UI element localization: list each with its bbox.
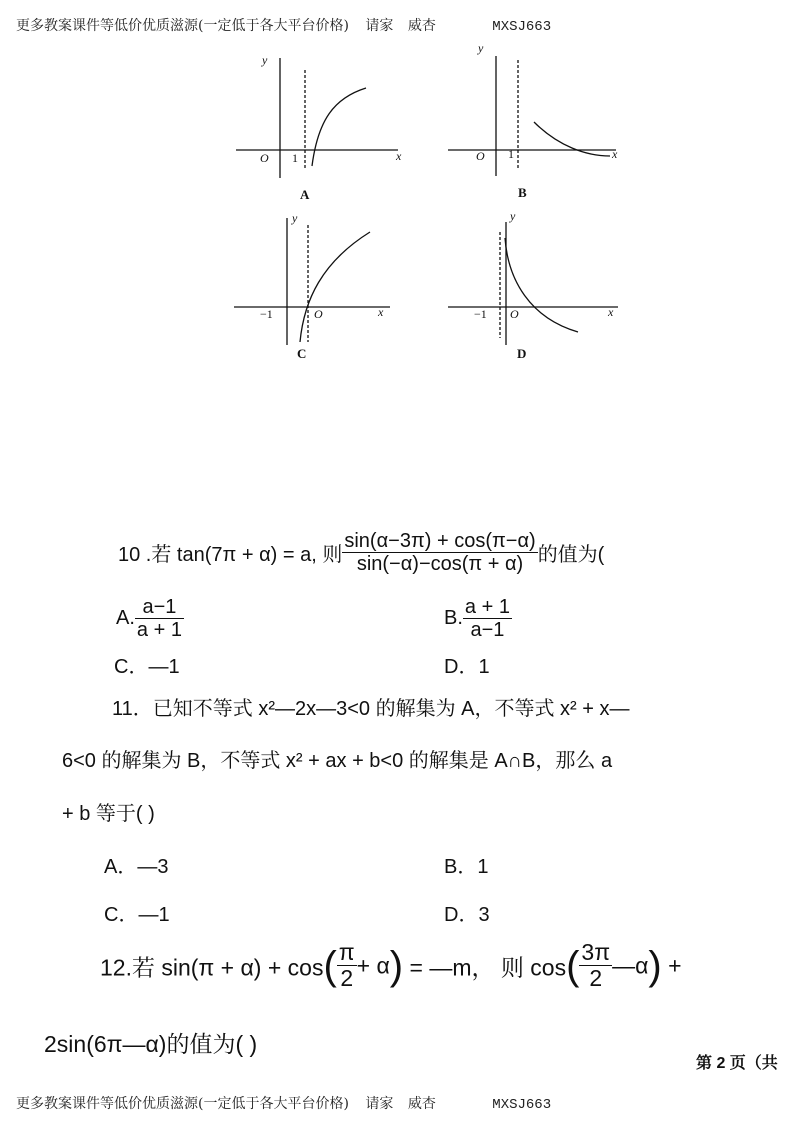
footer-name: 威杏: [407, 1096, 436, 1112]
q10-frac-num: sin(α−3π) + cos(π−α): [344, 530, 536, 552]
q12-line2: 2sin(6π—α)的值为( ): [44, 1031, 258, 1057]
header-name: 威杏: [407, 18, 436, 34]
q10-suffix: 的值为(: [537, 544, 605, 566]
graph-c-label: C: [297, 346, 307, 361]
question-12: [100, 940, 682, 992]
graph-a-y-label: y: [262, 53, 268, 67]
q11-line1: 11．已知不等式 x²—2x—3<0 的解集为 A，不等式 x² + x—: [112, 698, 630, 720]
graph-b-tick: 1: [508, 147, 514, 161]
q11-option-a: A．—3: [104, 856, 169, 878]
graph-b-label: B: [518, 185, 527, 200]
graph-c-x-label: x: [378, 305, 384, 319]
question-10: [118, 530, 604, 575]
q10-prefix: 10 .若 tan(7π + α) = a, 则: [118, 544, 343, 566]
graph-a-curve: [312, 88, 366, 166]
header-text: 更多教案课件等低价优质滋源(一定低于各大平台价格): [16, 18, 349, 34]
graph-b-origin: O: [476, 149, 485, 163]
q12-fraction-2: [579, 940, 612, 992]
q12-mid: + α: [356, 952, 390, 979]
q12-prefix: 12.若 sin(π + α) + cos: [100, 954, 324, 981]
q10-option-a-den: a + 1: [136, 619, 182, 641]
q10-option-a-label: A.: [116, 607, 135, 629]
q12-mid2: —α: [612, 952, 649, 979]
footer-banner: [16, 1093, 551, 1113]
q12-frac1-den: 2: [340, 965, 354, 992]
graph-d: [448, 222, 618, 345]
graph-d-origin: O: [510, 307, 519, 321]
graph-a-x-label: x: [396, 149, 402, 163]
graph-b-x-label: x: [612, 147, 618, 161]
graph-a-tick: 1: [292, 151, 298, 165]
footer-text: 更多教案课件等低价优质滋源(一定低于各大平台价格): [16, 1096, 349, 1112]
q12-paren-close-2: ): [648, 943, 662, 988]
header-contact: 请家: [365, 18, 394, 34]
q10-option-b: [444, 596, 512, 641]
q10-frac-den: sin(−α)−cos(π + α): [356, 553, 524, 575]
q12-tail: +: [668, 952, 682, 979]
footer-contact: 请家: [365, 1096, 394, 1112]
q12-fraction-1: [337, 940, 357, 992]
q12-frac2-den: 2: [589, 965, 603, 992]
q10-option-d: D．1: [444, 656, 490, 678]
graph-b: [448, 56, 616, 176]
graph-d-tick: −1: [474, 307, 487, 321]
q10-option-b-frac: [463, 596, 512, 641]
q10-option-b-label: B.: [444, 607, 463, 629]
q12-paren-open-1: (: [323, 943, 337, 988]
q10-option-b-num: a + 1: [464, 596, 510, 618]
q11-option-b: B．1: [444, 856, 489, 878]
q12-eq: = —m， 则 cos: [409, 954, 567, 981]
q10-fraction: [342, 530, 537, 575]
q12-paren-open-2: (: [566, 943, 580, 988]
graph-d-label: D: [517, 346, 527, 361]
graph-d-x-label: x: [608, 305, 614, 319]
graph-c-origin: O: [314, 307, 323, 321]
graph-c-y-label: y: [292, 211, 298, 225]
q11-line3: + b 等于( ): [62, 803, 155, 825]
q12-frac2-num: 3π: [581, 939, 611, 965]
graph-b-curve: [534, 122, 610, 156]
graph-c: [234, 218, 390, 345]
q12-paren-close-1: ): [389, 943, 404, 988]
q10-option-a-frac: [135, 596, 184, 641]
q10-option-a: [116, 596, 184, 641]
q10-option-a-num: a−1: [135, 596, 184, 619]
graph-a-label: A: [300, 187, 310, 202]
page-number: 第 2 页（共: [696, 1055, 778, 1072]
q11-line2: 6<0 的解集为 B，不等式 x² + ax + b<0 的解集是 A∩B，那么 a: [62, 750, 613, 772]
graph-a-origin: O: [260, 151, 269, 165]
graph-d-y-label: y: [510, 209, 516, 223]
q10-option-b-den: a−1: [470, 619, 505, 641]
header-code: MXSJ663: [492, 19, 552, 35]
q12-frac1-num: π: [338, 939, 355, 965]
graph-c-tick: −1: [260, 307, 273, 321]
q11-option-c: C．—1: [104, 904, 170, 926]
graph-b-y-label: y: [478, 41, 484, 55]
graph-figure: [0, 0, 794, 380]
graph-c-curve: [300, 232, 370, 342]
q11-option-d: D．3: [444, 904, 490, 926]
q10-option-c: C．—1: [114, 656, 180, 678]
footer-code: MXSJ663: [492, 1097, 552, 1113]
